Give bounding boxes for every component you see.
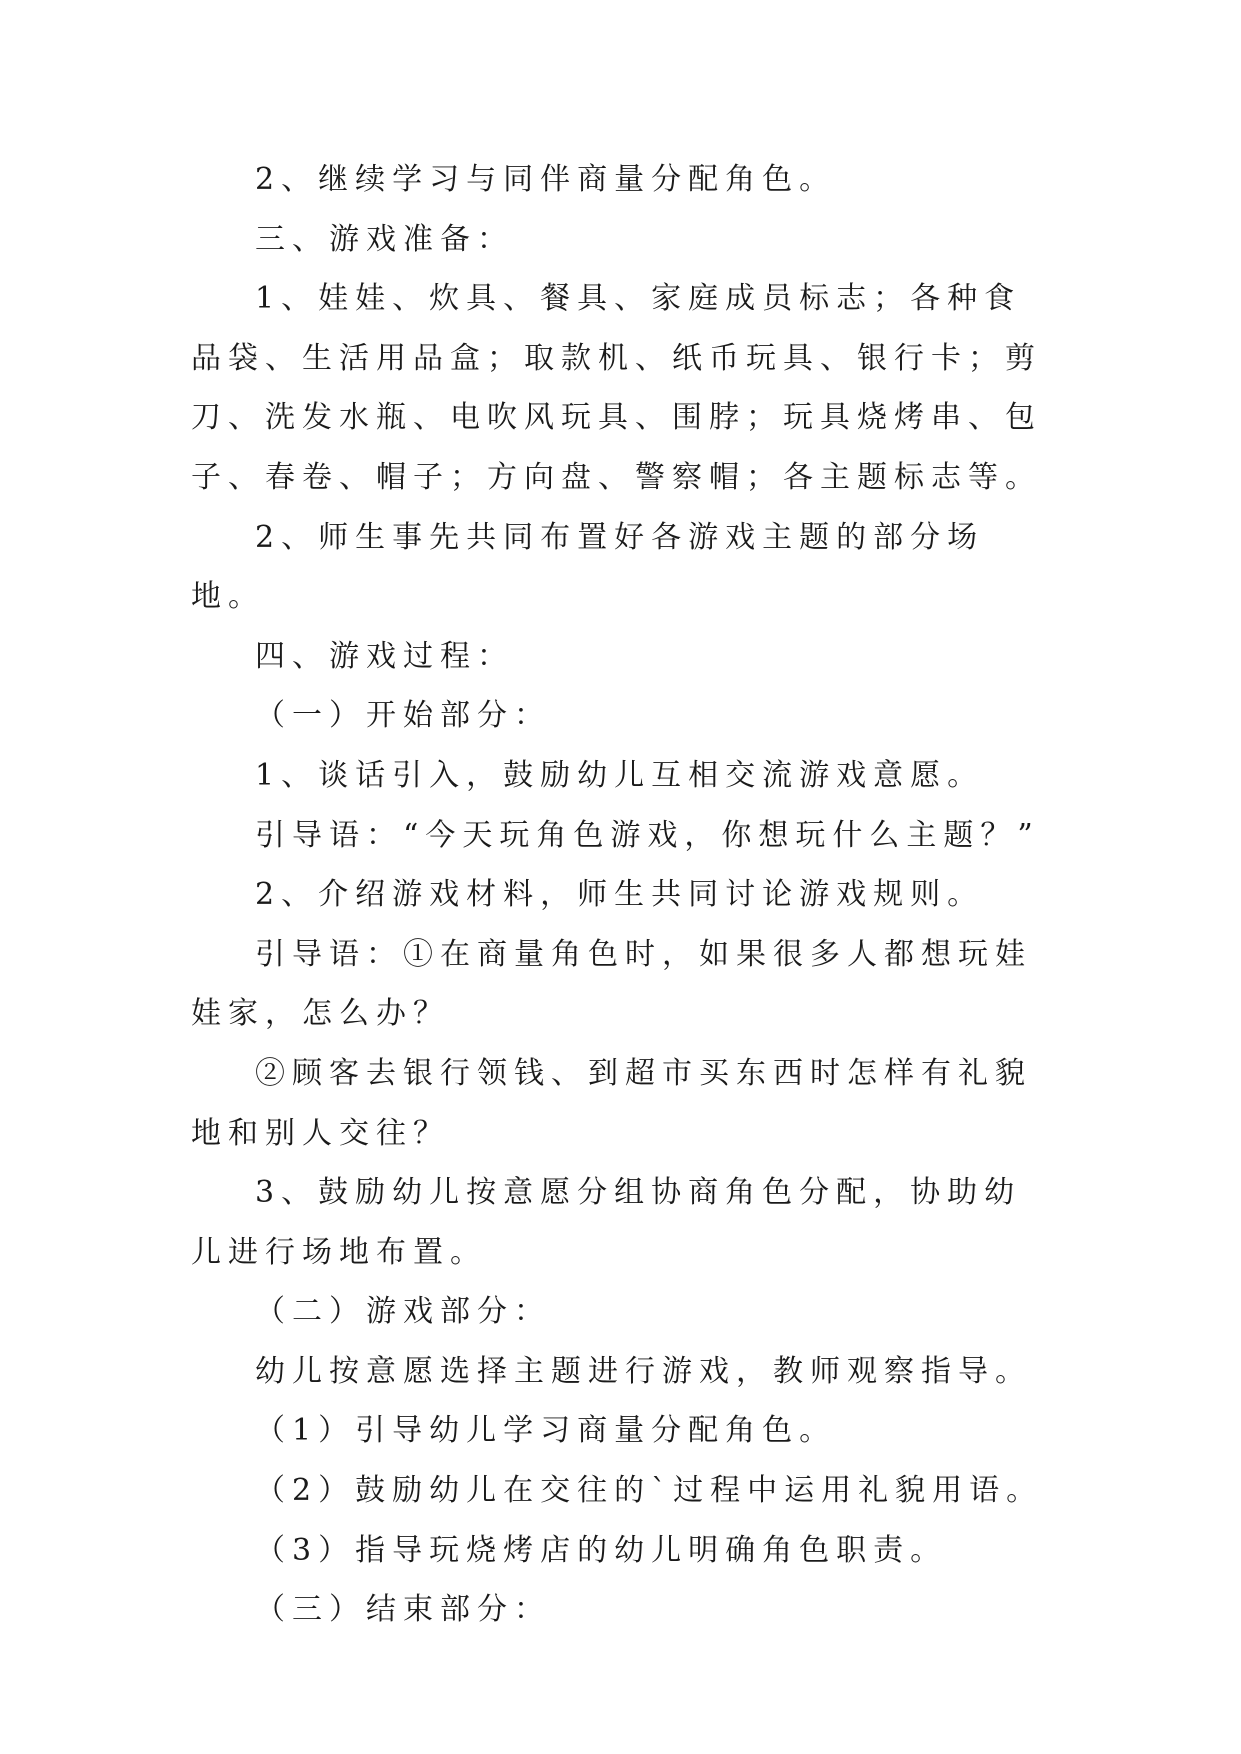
list-item-3: （3）指导玩烧烤店的幼儿明确角色职责。 — [255, 1532, 948, 1568]
paragraph-guiding-question-1: 引导语：“今天玩角色游戏，你想玩什么主题？” — [255, 817, 1040, 853]
document-body — [191, 150, 1051, 1640]
heading-game-part: （二）游戏部分： — [255, 1294, 551, 1330]
list-item-1: （1）引导幼儿学习商量分配角色。 — [255, 1413, 837, 1449]
paragraph-guiding-question-2: 引导语：①在商量角色时，如果很多人都想玩娃娃家，怎么办？ — [191, 936, 1032, 1032]
paragraph-materials-list: 1、娃娃、炊具、餐具、家庭成员标志；各种食品袋、生活用品盒；取款机、纸币玩具、银行卡；剪刀、洗发水瓶、电吹风玩具、围脖；玩具烧烤串、包子、春卷、帽子；方向盘、警察帽；各主题标志等。 — [191, 281, 1042, 495]
paragraph-group-roles: 3、鼓励幼儿按意愿分组协商角色分配，协助幼儿进行场地布置。 — [191, 1175, 1022, 1270]
list-item-2: （2）鼓励幼儿在交往的`过程中运用礼貌用语。 — [255, 1473, 1044, 1509]
paragraph-venue-setup: 2、师生事先共同布置好各游戏主题的部分场地。 — [191, 519, 985, 615]
paragraph-observe-guide: 幼儿按意愿选择主题进行游戏，教师观察指导。 — [255, 1353, 1032, 1389]
paragraph-conversation-intro: 1、谈话引入，鼓励幼儿互相交流游戏意愿。 — [255, 757, 985, 793]
heading-opening-part: （一）开始部分： — [255, 698, 551, 734]
heading-game-preparation: 三、游戏准备： — [255, 221, 514, 257]
paragraph-goal-2: 2、继续学习与同伴商量分配角色。 — [255, 162, 837, 197]
heading-game-process: 四、游戏过程： — [255, 638, 514, 674]
paragraph-introduce-materials: 2、介绍游戏材料，师生共同讨论游戏规则。 — [255, 877, 985, 913]
paragraph-guiding-question-3: ②顾客去银行领钱、到超市买东西时怎样有礼貌地和别人交往？ — [191, 1055, 1032, 1151]
heading-ending-part: （三）结束部分： — [255, 1592, 551, 1628]
